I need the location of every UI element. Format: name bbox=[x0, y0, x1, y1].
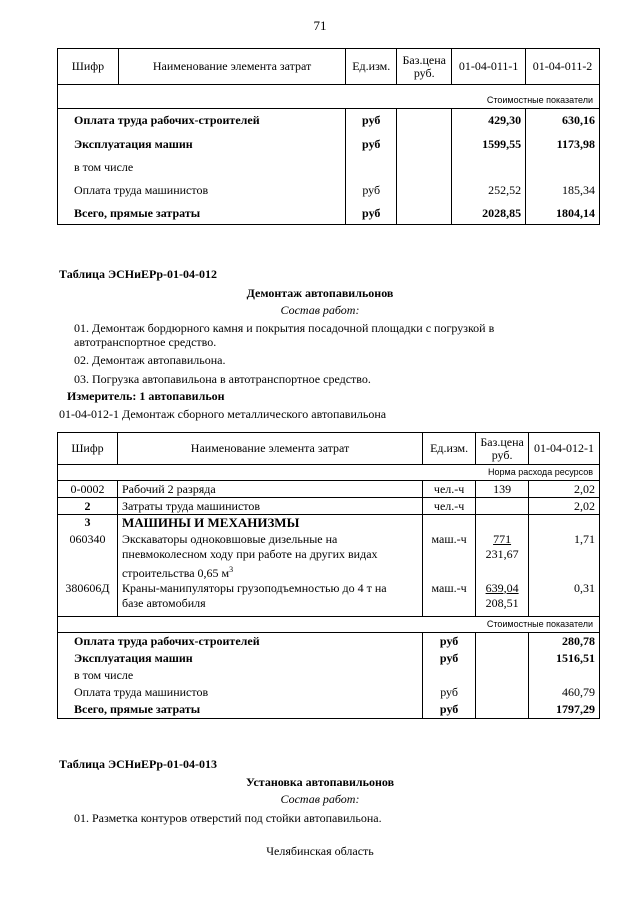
header-name: Наименование элемента затрат bbox=[118, 49, 345, 85]
work-line-2: 02. Демонтаж автопавильона. bbox=[74, 353, 226, 367]
item-description: 01-04-012-1 Демонтаж сборного металлического автопавильона bbox=[59, 407, 387, 421]
section-cost-indicators-2: Стоимостные показатели bbox=[58, 617, 600, 633]
table-row: 0-0002 Рабочий 2 разряда чел.-ч 139 2,02 bbox=[58, 481, 600, 498]
section-resource-norms: Норма расхода ресурсов bbox=[58, 465, 600, 481]
work-line-3: 03. Погрузка автопавильона в автотранспортное средство. bbox=[74, 372, 371, 386]
header-code: Шифр bbox=[58, 49, 119, 85]
measure-unit: Измеритель: 1 автопавильон bbox=[67, 389, 225, 403]
table-header-row: Шифр Наименование элемента затрат Ед.изм. Баз.цена руб. 01-04-012-1 bbox=[58, 433, 600, 465]
table-row: Оплата труда рабочих-строителей руб 429,30 630,16 bbox=[58, 109, 600, 133]
table-row: Эксплуатация машин руб 1599,55 1173,98 bbox=[58, 133, 600, 157]
table-row: 2 Затраты труда машинистов чел.-ч 2,02 bbox=[58, 498, 600, 515]
resource-table-012 bbox=[57, 432, 600, 719]
work-line-013-1: 01. Разметка контуров отверстий под стойки автопавильона. bbox=[74, 811, 382, 825]
table-row: в том числе bbox=[58, 667, 600, 684]
cost-table-011 bbox=[57, 48, 600, 225]
table-header-row bbox=[58, 49, 600, 85]
header-col-011-1: 01-04-011-1 bbox=[452, 49, 526, 85]
header-unit: Ед.изм. bbox=[346, 49, 397, 85]
table-row: Всего, прямые затраты руб 1797,29 bbox=[58, 702, 600, 719]
header-col-011-2: 01-04-011-2 bbox=[526, 49, 600, 85]
page-footer: Челябинская область bbox=[266, 844, 374, 858]
page-number: 71 bbox=[313, 18, 327, 33]
table-row: Эксплуатация машин руб 1516,51 bbox=[58, 650, 600, 667]
works-heading-012: Состав работ: bbox=[280, 303, 360, 317]
table-row: 060340 Экскаваторы одноковшовые дизельные на пневмоколесном ходу при работе на других видах строительства 0,65 $м^3$ маш.-ч 771 231,67 1,71 bbox=[58, 531, 600, 581]
table-row: 380606Д Краны-манипуляторы грузоподъемностью до 4 т на базе автомобиля маш.-ч 639,04 208,51 0,31 bbox=[58, 581, 600, 617]
table-row: Оплата труда машинистов руб 252,52 185,34 bbox=[58, 178, 600, 203]
table-title-012: Таблица ЭСНиЕРр-01-04-012 bbox=[59, 267, 218, 281]
table-row: 3 МАШИНЫ И МЕХАНИЗМЫ bbox=[58, 515, 600, 531]
section-cost-indicators: Стоимостные показатели bbox=[58, 93, 600, 109]
work-line-1-cont: автотранспортное средство. bbox=[74, 335, 217, 349]
section-heading-013: Установка автопавильонов bbox=[245, 775, 395, 789]
section-heading-012: Демонтаж автопавильонов bbox=[246, 286, 394, 300]
works-heading-013: Состав работ: bbox=[280, 792, 360, 806]
work-line-1: 01. Демонтаж бордюрного камня и покрытия посадочной площадки с погрузкой в bbox=[74, 321, 495, 335]
header-base-price: Баз.цена руб. bbox=[397, 49, 452, 85]
table-row: в том числе bbox=[58, 157, 600, 178]
table-row: Оплата труда машинистов руб 460,79 bbox=[58, 684, 600, 702]
table-row: Оплата труда рабочих-строителей руб 280,78 bbox=[58, 633, 600, 650]
table-row: Всего, прямые затраты руб 2028,85 1804,14 bbox=[58, 203, 600, 225]
table-title-013: Таблица ЭСНиЕРр-01-04-013 bbox=[59, 757, 218, 771]
